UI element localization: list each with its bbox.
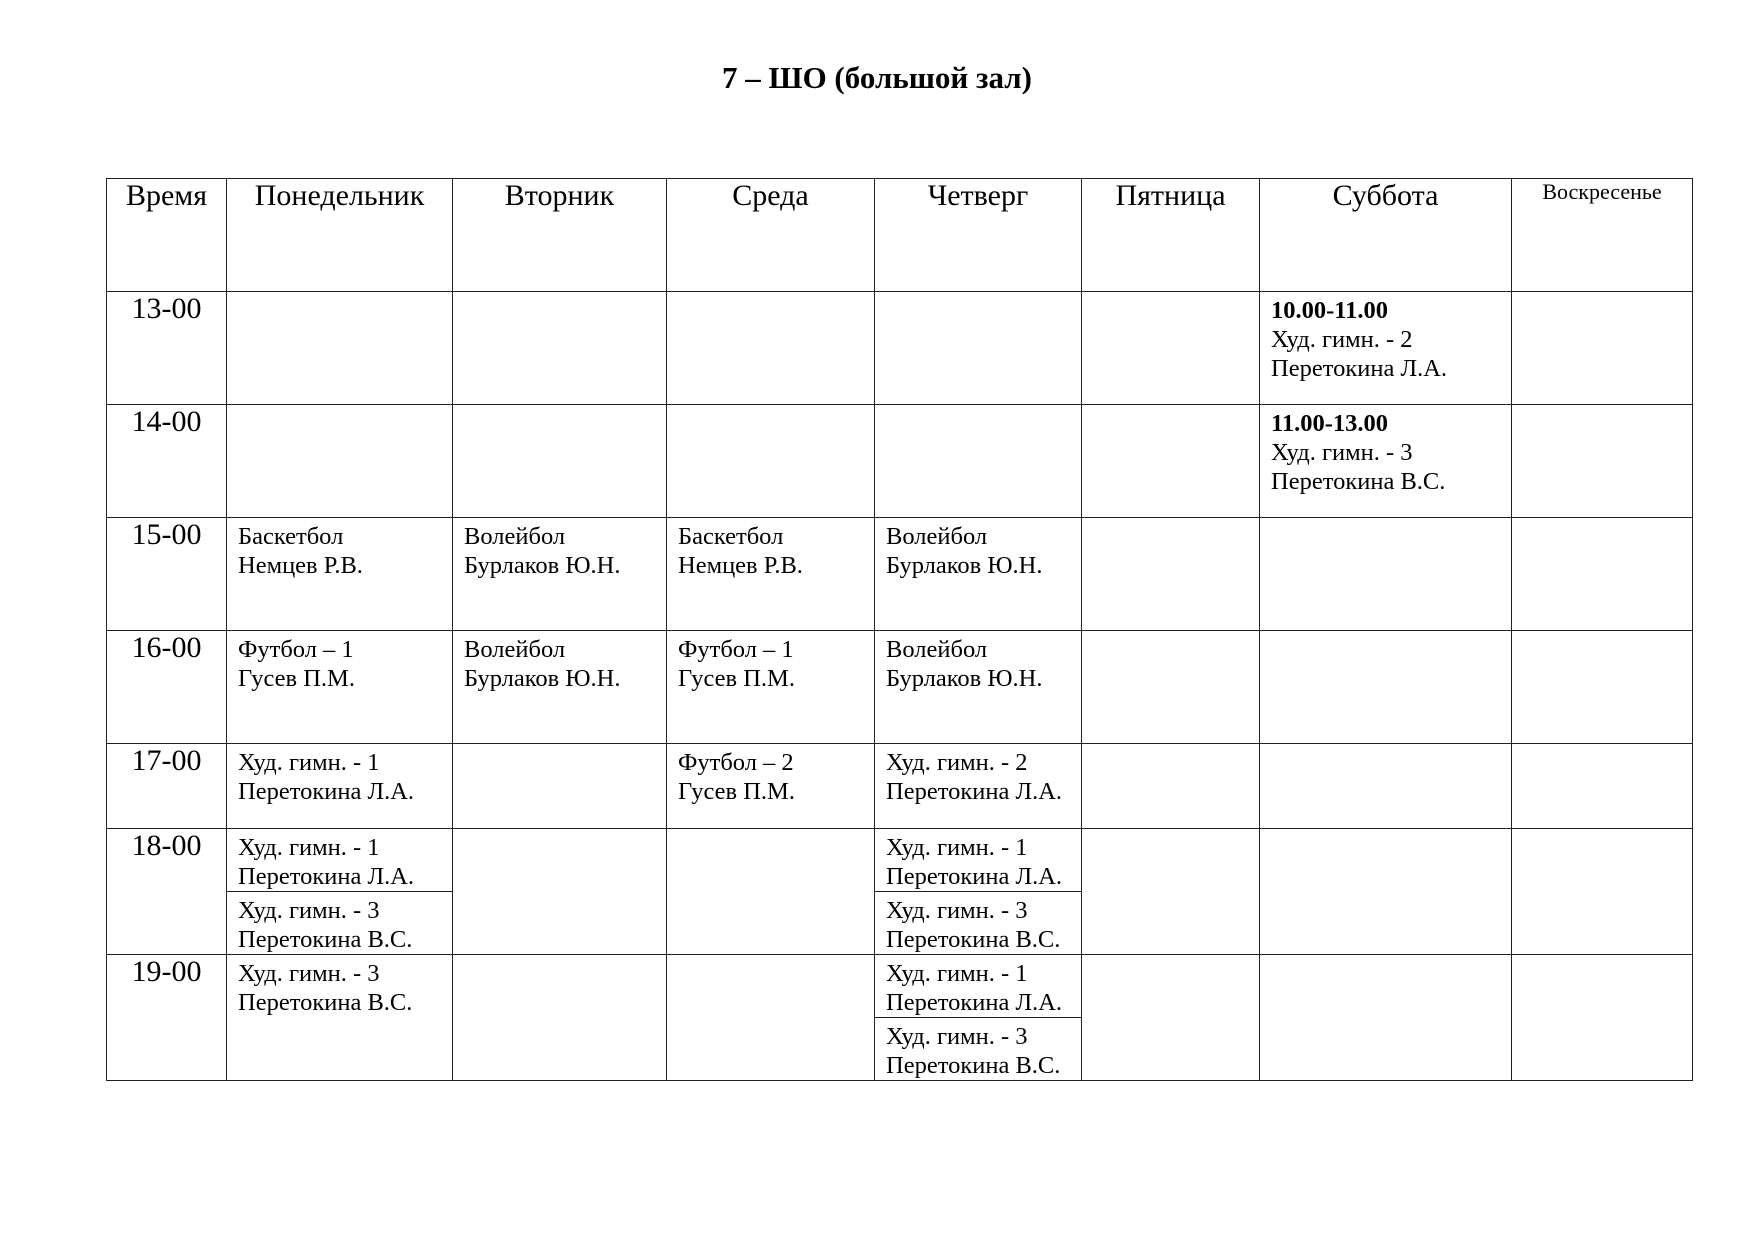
row-14-00 xyxy=(107,405,1693,518)
row-17-00 xyxy=(107,744,1693,829)
cell-sat-13 xyxy=(1260,292,1512,405)
session-activity: Худ. гимн. - 1 xyxy=(886,960,1028,987)
cell-wed-15 xyxy=(667,518,875,631)
session-coach: Перетокина Л.А. xyxy=(886,989,1063,1016)
cell-mon-18b xyxy=(227,892,453,955)
time-label: 16-00 xyxy=(107,631,227,744)
session-coach: Перетокина В.С. xyxy=(238,926,413,953)
time-label: 18-00 xyxy=(107,829,227,955)
cell-mon-15 xyxy=(227,518,453,631)
session-activity: Волейбол xyxy=(886,636,988,663)
session-activity: Худ. гимн. - 3 xyxy=(886,1023,1028,1050)
session-activity: Волейбол xyxy=(886,523,988,550)
session-activity: Худ. гимн. - 1 xyxy=(238,834,380,861)
cell-mon-17 xyxy=(227,744,453,829)
session-coach: Перетокина В.С. xyxy=(886,1052,1061,1079)
cell-sun-16 xyxy=(1512,631,1693,744)
cell-sat-19 xyxy=(1260,955,1512,1081)
cell-tue-19 xyxy=(453,955,667,1081)
session-coach: Перетокина Л.А. xyxy=(238,778,415,805)
session-activity: Худ. гимн. - 3 xyxy=(238,897,380,924)
cell-sat-15 xyxy=(1260,518,1512,631)
cell-wed-16 xyxy=(667,631,875,744)
session-coach: Перетокина В.С. xyxy=(238,989,413,1016)
header-friday: Пятница xyxy=(1082,179,1260,292)
session-coach: Гусев П.М. xyxy=(238,665,355,692)
row-15-00 xyxy=(107,518,1693,631)
cell-sun-19 xyxy=(1512,955,1693,1081)
row-13-00 xyxy=(107,292,1693,405)
cell-sat-18 xyxy=(1260,829,1512,955)
session-activity: Худ. гимн. - 2 xyxy=(886,749,1028,776)
session-coach: Перетокина Л.А. xyxy=(238,863,415,890)
cell-sun-13 xyxy=(1512,292,1693,405)
session-coach: Бурлаков Ю.Н. xyxy=(886,665,1043,692)
session-coach: Перетокина Л.А. xyxy=(886,863,1063,890)
cell-wed-13 xyxy=(667,292,875,405)
session-activity: Худ. гимн. - 2 xyxy=(1271,326,1413,353)
cell-tue-17 xyxy=(453,744,667,829)
session-activity: Баскетбол xyxy=(678,523,784,550)
cell-thu-13 xyxy=(875,292,1082,405)
cell-fri-18 xyxy=(1082,829,1260,955)
cell-fri-15 xyxy=(1082,518,1260,631)
session-activity: Худ. гимн. - 1 xyxy=(886,834,1028,861)
cell-tue-18 xyxy=(453,829,667,955)
session-activity: Футбол – 1 xyxy=(678,636,794,663)
cell-sat-16 xyxy=(1260,631,1512,744)
session-activity: Футбол – 2 xyxy=(678,749,794,776)
cell-sat-14 xyxy=(1260,405,1512,518)
cell-thu-15 xyxy=(875,518,1082,631)
cell-wed-14 xyxy=(667,405,875,518)
cell-sun-17 xyxy=(1512,744,1693,829)
cell-thu-19a xyxy=(875,955,1082,1018)
cell-sun-18 xyxy=(1512,829,1693,955)
cell-mon-19 xyxy=(227,955,453,1081)
cell-fri-14 xyxy=(1082,405,1260,518)
cell-thu-16 xyxy=(875,631,1082,744)
session-time: 10.00-11.00 xyxy=(1271,297,1389,324)
cell-mon-18a xyxy=(227,829,453,892)
cell-tue-13 xyxy=(453,292,667,405)
time-label: 15-00 xyxy=(107,518,227,631)
session-activity: Худ. гимн. - 3 xyxy=(886,897,1028,924)
time-label: 17-00 xyxy=(107,744,227,829)
cell-tue-16 xyxy=(453,631,667,744)
session-activity: Волейбол xyxy=(464,636,566,663)
cell-fri-16 xyxy=(1082,631,1260,744)
header-row xyxy=(107,179,1693,292)
cell-thu-17 xyxy=(875,744,1082,829)
cell-fri-13 xyxy=(1082,292,1260,405)
cell-tue-14 xyxy=(453,405,667,518)
cell-tue-15 xyxy=(453,518,667,631)
session-activity: Худ. гимн. - 3 xyxy=(238,960,380,987)
cell-thu-19b xyxy=(875,1018,1082,1081)
cell-mon-16 xyxy=(227,631,453,744)
cell-wed-17 xyxy=(667,744,875,829)
row-16-00 xyxy=(107,631,1693,744)
cell-wed-18 xyxy=(667,829,875,955)
header-thursday: Четверг xyxy=(875,179,1082,292)
row-19-00 xyxy=(107,955,1693,1018)
session-coach: Бурлаков Ю.Н. xyxy=(464,665,621,692)
cell-sun-14 xyxy=(1512,405,1693,518)
cell-thu-18b xyxy=(875,892,1082,955)
header-monday: Понедельник xyxy=(227,179,453,292)
cell-thu-14 xyxy=(875,405,1082,518)
cell-mon-13 xyxy=(227,292,453,405)
schedule-table xyxy=(106,178,1693,1081)
cell-mon-14 xyxy=(227,405,453,518)
header-tuesday: Вторник xyxy=(453,179,667,292)
session-coach: Перетокина В.С. xyxy=(1271,468,1446,495)
session-coach: Бурлаков Ю.Н. xyxy=(464,552,621,579)
page-title: 7 – ШО (большой зал) xyxy=(722,60,1032,95)
row-18-00 xyxy=(107,829,1693,892)
cell-sun-15 xyxy=(1512,518,1693,631)
session-coach: Немцев Р.В. xyxy=(238,552,363,579)
session-coach: Перетокина Л.А. xyxy=(1271,355,1448,382)
header-wednesday: Среда xyxy=(667,179,875,292)
session-time: 11.00-13.00 xyxy=(1271,410,1389,437)
session-coach: Гусев П.М. xyxy=(678,778,795,805)
cell-thu-18a xyxy=(875,829,1082,892)
session-coach: Гусев П.М. xyxy=(678,665,795,692)
cell-fri-17 xyxy=(1082,744,1260,829)
session-activity: Футбол – 1 xyxy=(238,636,354,663)
session-activity: Баскетбол xyxy=(238,523,344,550)
session-coach: Перетокина Л.А. xyxy=(886,778,1063,805)
session-coach: Бурлаков Ю.Н. xyxy=(886,552,1043,579)
session-activity: Худ. гимн. - 1 xyxy=(238,749,380,776)
cell-fri-19 xyxy=(1082,955,1260,1081)
session-activity: Худ. гимн. - 3 xyxy=(1271,439,1413,466)
cell-wed-19 xyxy=(667,955,875,1081)
header-saturday: Суббота xyxy=(1260,179,1512,292)
cell-sat-17 xyxy=(1260,744,1512,829)
header-sunday: Воскресенье xyxy=(1512,179,1693,292)
time-label: 14-00 xyxy=(107,405,227,518)
header-time: Время xyxy=(107,179,227,292)
time-label: 19-00 xyxy=(107,955,227,1081)
session-coach: Немцев Р.В. xyxy=(678,552,803,579)
session-activity: Волейбол xyxy=(464,523,566,550)
time-label: 13-00 xyxy=(107,292,227,405)
session-coach: Перетокина В.С. xyxy=(886,926,1061,953)
